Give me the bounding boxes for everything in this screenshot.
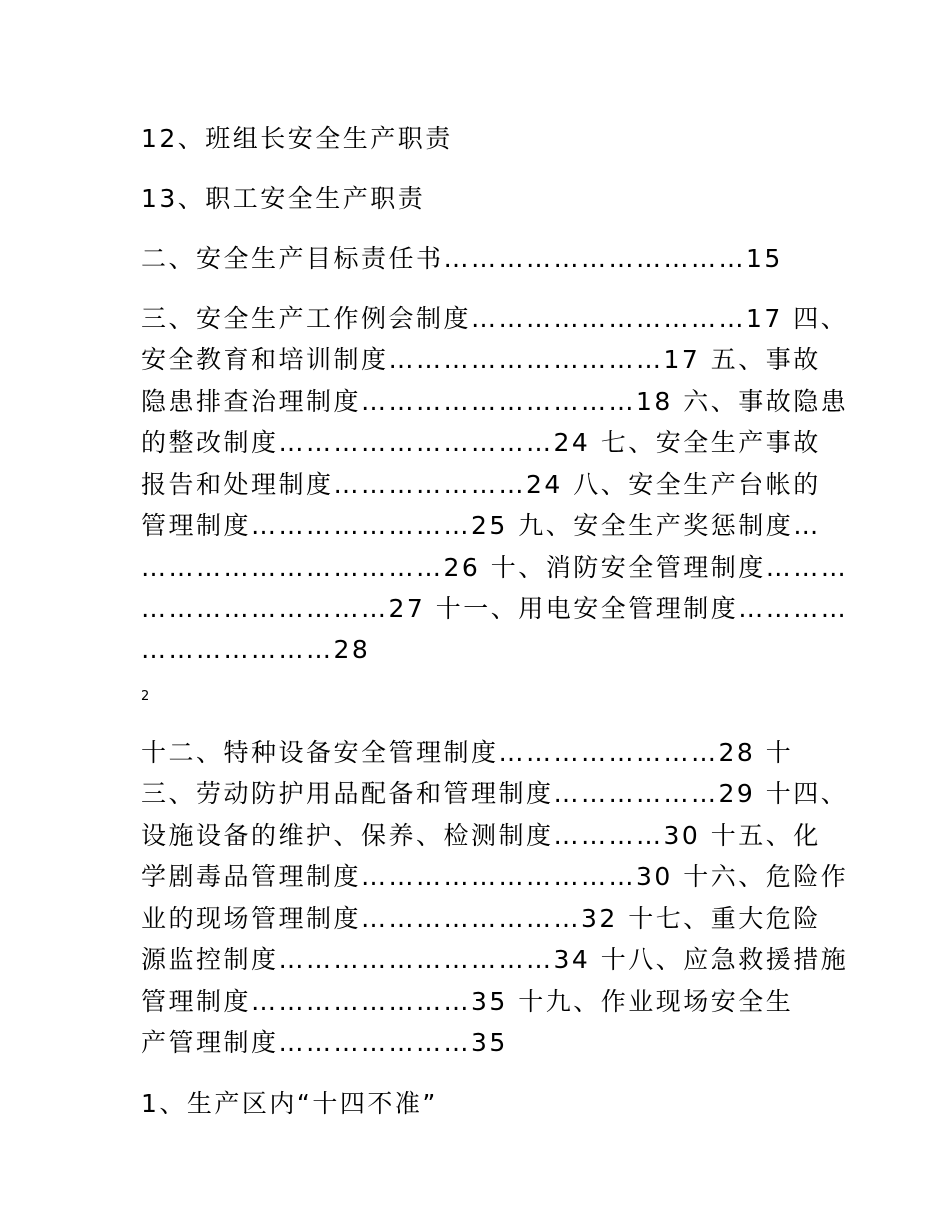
page-number: 2 — [141, 689, 150, 704]
toc-line: 的整改制度…………………………24 七、安全生产事故 — [141, 428, 821, 457]
toc-line: 管理制度……………………25 九、安全生产奖惩制度… — [141, 511, 821, 540]
toc-line: 隐患排查治理制度…………………………18 六、事故隐患 — [141, 387, 849, 416]
heading-line: 13、职工安全生产职责 — [141, 184, 426, 213]
toc-line: 管理制度……………………35 十九、作业现场安全生 — [141, 987, 794, 1016]
toc-line: 学剧毒品管理制度…………………………30 十六、危险作 — [141, 862, 849, 891]
heading-line: 12、班组长安全生产职责 — [141, 124, 453, 153]
toc-line: 业的现场管理制度……………………32 十七、重大危险 — [141, 904, 821, 933]
toc-line: 安全教育和培训制度…………………………17 五、事故 — [141, 345, 821, 374]
toc-line: 设施设备的维护、保养、检测制度…………30 十五、化 — [141, 821, 821, 850]
toc-line: 源监控制度…………………………34 十八、应急救援措施 — [141, 945, 849, 974]
toc-line: 报告和处理制度…………………24 八、安全生产台帐的 — [141, 470, 821, 499]
toc-line: ………………………27 十一、用电安全管理制度………… — [141, 594, 849, 623]
toc-line: …………………28 — [141, 635, 371, 664]
toc-line: 产管理制度…………………35 — [141, 1028, 508, 1057]
toc-line: ……………………………26 十、消防安全管理制度……… — [141, 553, 849, 582]
toc-line: 三、安全生产工作例会制度…………………………17 四、 — [141, 304, 849, 333]
toc-line: 三、劳动防护用品配备和管理制度………………29 十四、 — [141, 779, 849, 808]
heading-line: 1、生产区内“十四不准” — [141, 1089, 438, 1118]
toc-line: 二、安全生产目标责任书……………………………15 — [141, 244, 783, 273]
toc-line: 十二、特种设备安全管理制度……………………28 十 — [141, 738, 794, 767]
